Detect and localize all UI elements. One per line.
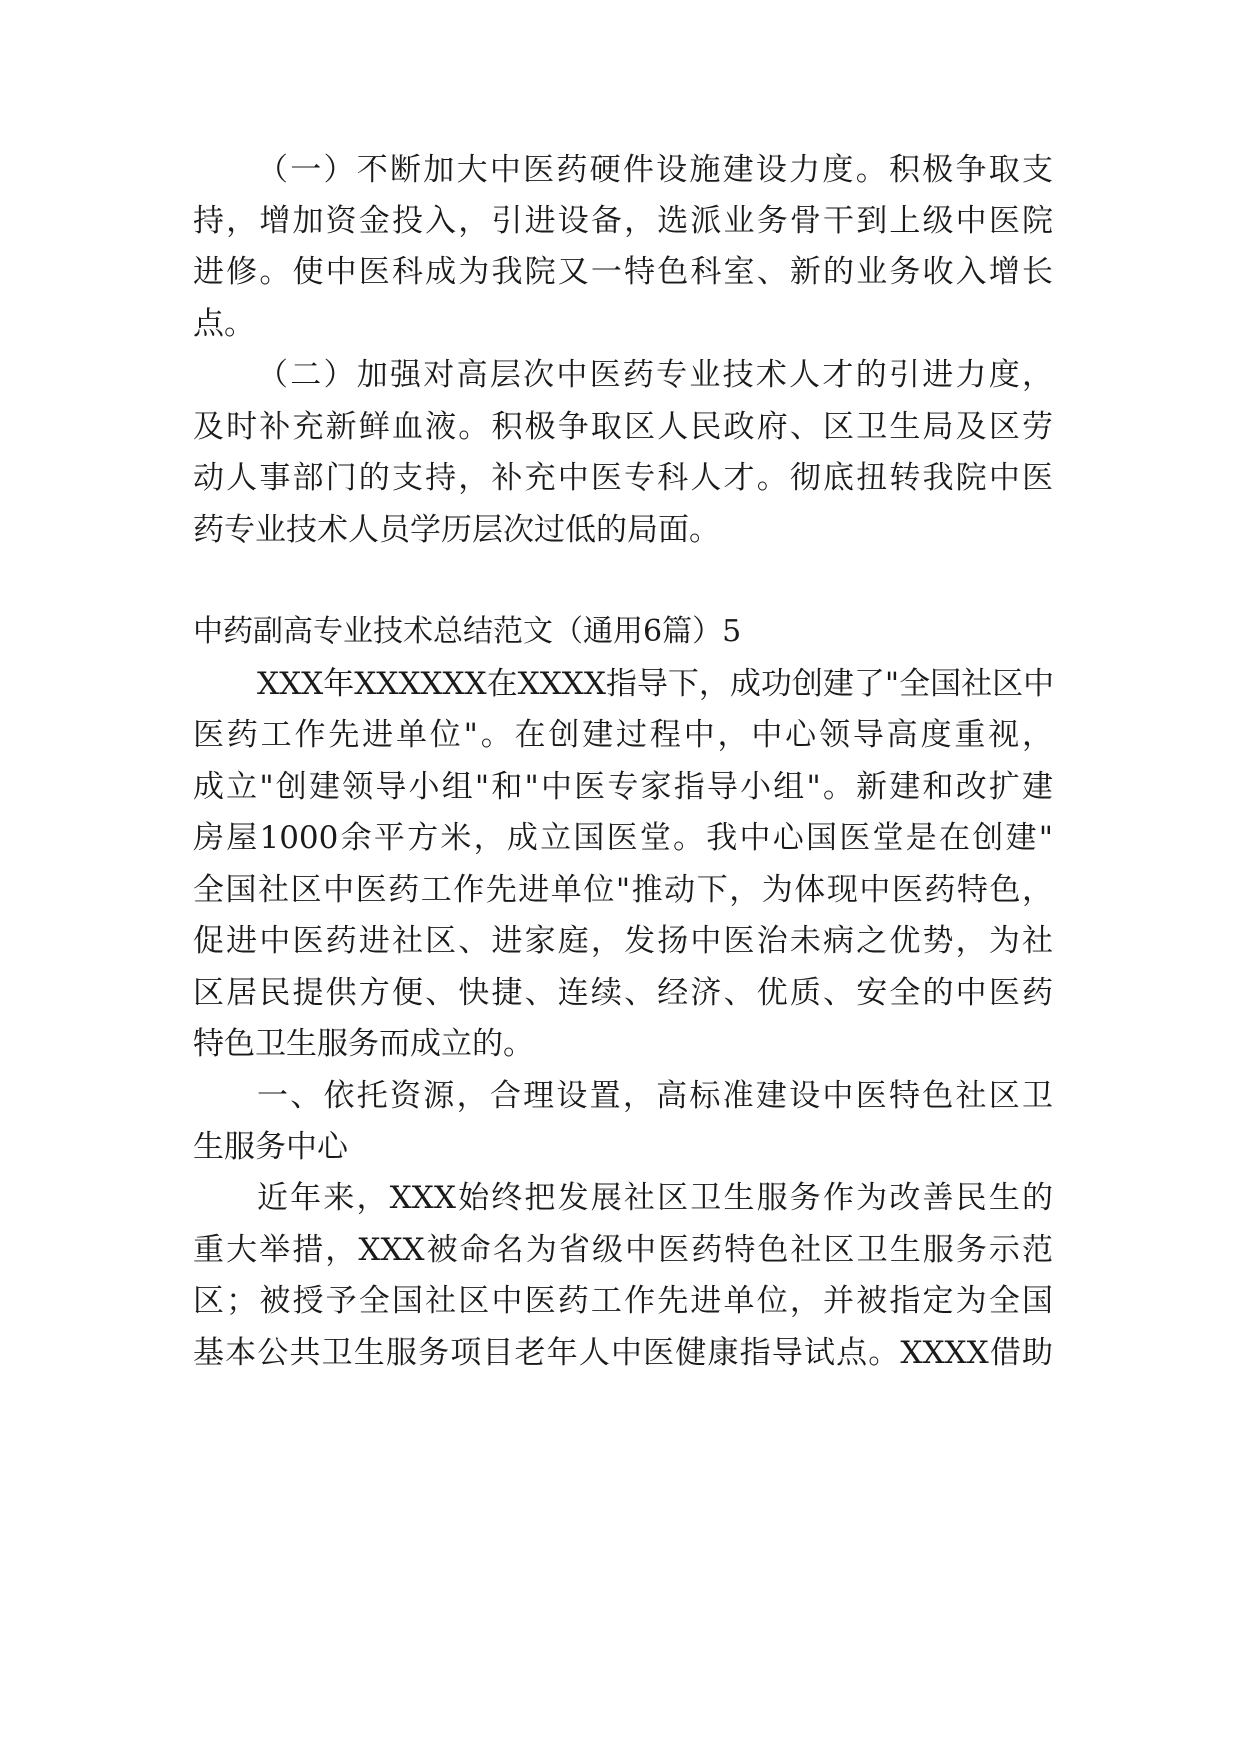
paragraph-line: 全国社区中医药工作先进单位"推动下，为体现中医药特色， xyxy=(193,872,1053,908)
paragraph-line: XXX年XXXXXX在XXXX指导下，成功创建了"全国社区中 xyxy=(257,666,1055,702)
article-title: 中药副高专业技术总结范文（通用6篇）5 xyxy=(193,614,742,649)
paragraph-line: 进修。使中医科成为我院又一特色科室、新的业务收入增长 xyxy=(193,254,1053,290)
section-heading-line: 一、依托资源，合理设置，高标准建设中医特色社区卫 xyxy=(257,1078,1053,1114)
paragraph-line: 促进中医药进社区、进家庭，发扬中医治未病之优势，为社 xyxy=(193,923,1053,959)
paragraph-line: 区居民提供方便、快捷、连续、经济、优质、安全的中医药 xyxy=(193,975,1053,1011)
paragraph-line: 重大举措，XXX被命名为省级中医药特色社区卫生服务示范 xyxy=(193,1232,1053,1268)
paragraph-line: （二）加强对高层次中医药专业技术人才的引进力度， xyxy=(257,357,1053,393)
paragraph-line: 医药工作先进单位"。在创建过程中，中心领导高度重视， xyxy=(193,717,1053,753)
paragraph-line: 房屋1000余平方米，成立国医堂。我中心国医堂是在创建" xyxy=(193,820,1053,856)
section-heading-line: 生服务中心 xyxy=(193,1129,348,1165)
paragraph-line: 区；被授予全国社区中医药工作先进单位，并被指定为全国 xyxy=(193,1283,1053,1319)
paragraph-line: 药专业技术人员学历层次过低的局面。 xyxy=(193,512,720,548)
paragraph-line: 持，增加资金投入，引进设备，选派业务骨干到上级中医院 xyxy=(193,203,1053,239)
paragraph-line: （一）不断加大中医药硬件设施建设力度。积极争取支 xyxy=(257,152,1053,188)
paragraph-line: 基本公共卫生服务项目老年人中医健康指导试点。XXXX借助 xyxy=(193,1335,1053,1371)
paragraph-line: 及时补充新鲜血液。积极争取区人民政府、区卫生局及区劳 xyxy=(193,409,1053,445)
paragraph-line: 动人事部门的支持，补充中医专科人才。彻底扭转我院中医 xyxy=(193,460,1053,496)
paragraph-line: 近年来，XXX始终把发展社区卫生服务作为改善民生的 xyxy=(257,1180,1053,1216)
paragraph-line: 特色卫生服务而成立的。 xyxy=(193,1026,534,1062)
paragraph-line: 成立"创建领导小组"和"中医专家指导小组"。新建和改扩建 xyxy=(193,769,1053,805)
paragraph-line: 点。 xyxy=(193,306,255,342)
